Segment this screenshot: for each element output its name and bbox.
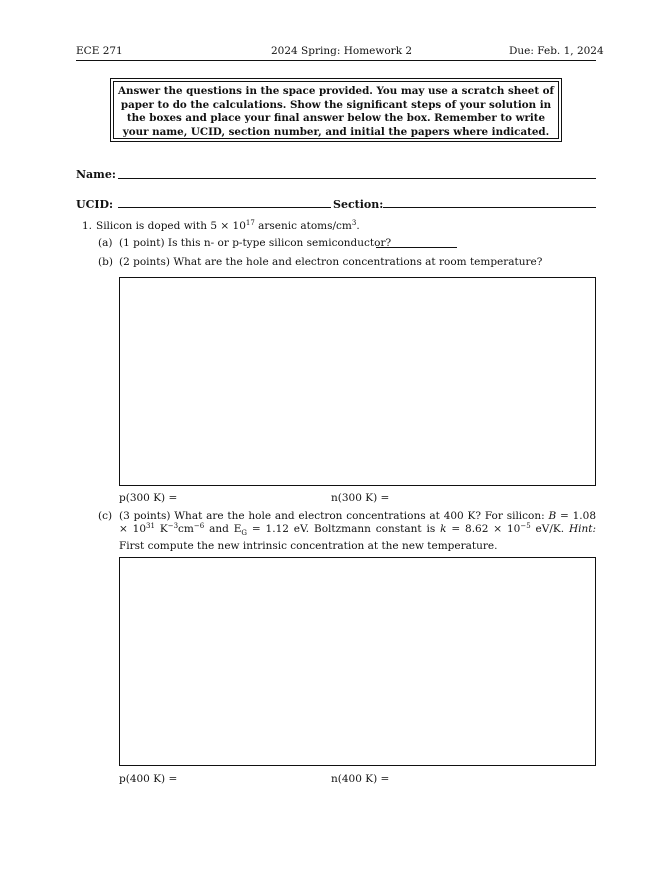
part-a-text: (1 point) Is this n- or p-type silicon semiconductor?: [119, 237, 392, 249]
part-b-label: (b): [98, 256, 113, 268]
part-b-text: (2 points) What are the hole and electron concentrations at room temperature?: [119, 256, 543, 268]
name-field[interactable]: [118, 178, 596, 179]
part-c-work-box[interactable]: [119, 557, 596, 766]
instructions-text: Answer the questions in the space provided. You may use a scratch sheet of paper to do the calculations. Show the significant steps of your solution in the boxes and place your final answer below the box. Remember to write your name, UCID, section number, and initial the papers where indicated.: [113, 81, 559, 139]
ucid-label: UCID:: [76, 198, 114, 211]
part-c-answer-n: n(400 K) =: [331, 773, 390, 785]
part-b-work-box[interactable]: [119, 277, 596, 486]
assignment-title: 2024 Spring: Homework 2: [271, 45, 413, 57]
header-rule: [76, 60, 596, 61]
part-c-answer-p: p(400 K) =: [119, 773, 178, 785]
part-b-answer-n: n(300 K) =: [331, 492, 390, 504]
part-a-answer-field[interactable]: [376, 247, 457, 248]
course-code: ECE 271: [76, 45, 123, 57]
part-a-label: (a): [98, 237, 113, 249]
part-c-text: (3 points) What are the hole and electron concentrations at 400 K? For silicon: $B = 1.08 \times 10^{31}$ $K^{-3}cm^{-6}$ and $E_G = 1.12$ eV. Boltzmann constant is $k = 8.62 \times 10^{-5}$ eV/K. Hint: First compute the new intrinsic concentration at the new temperature.: [119, 510, 597, 553]
question-number: 1.: [82, 220, 93, 232]
part-c-label: (c): [98, 510, 113, 522]
instructions-box: [110, 78, 562, 142]
section-label: Section:: [333, 198, 384, 211]
name-label: Name:: [76, 168, 116, 181]
section-field[interactable]: [383, 207, 596, 208]
question-stem: Silicon is doped with $5 \times 10^{17}$ arsenic atoms/$cm^3$.: [96, 219, 360, 232]
part-b-answer-p: p(300 K) =: [119, 492, 178, 504]
ucid-field[interactable]: [118, 207, 331, 208]
due-date: Due: Feb. 1, 2024: [509, 45, 604, 57]
